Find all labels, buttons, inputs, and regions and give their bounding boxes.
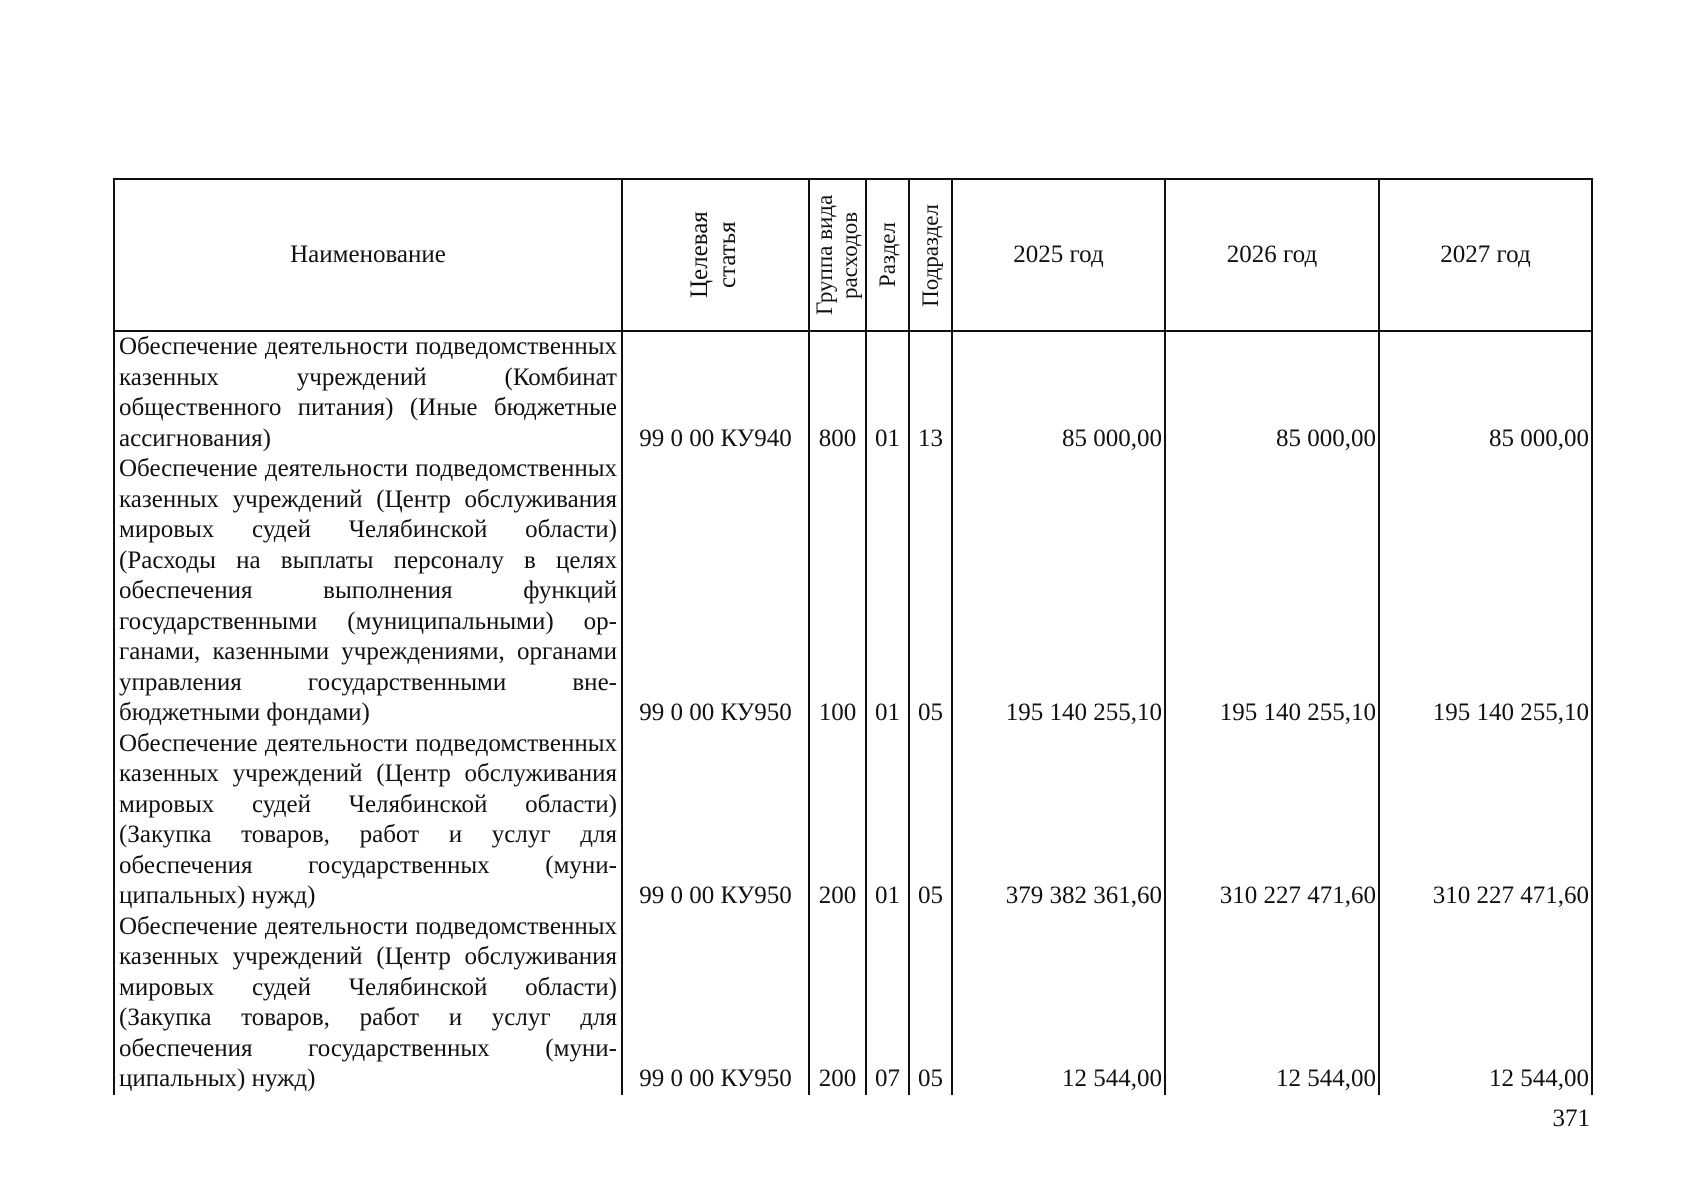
header-expense-group-label: Группа вида расходов xyxy=(811,194,862,316)
row-expense-group: 100 xyxy=(809,454,866,729)
row-subsection: 05 xyxy=(909,729,952,912)
row-name: Обеспечение деятельности подведомственных казенных учреждений (Центр обслуживания мировых судей Челябинской области) (Расходы на выплаты персоналу в целях обеспечения выполнения функций государственными (муниципальными) органами, казенными учреждениями, органами управления государственными внебюджетными фондами) xyxy=(114,454,622,729)
table-row xyxy=(114,729,1592,912)
header-subsection-label: Подраздел xyxy=(918,203,943,307)
row-target-article: 99 0 00 КУ950 xyxy=(622,912,809,1095)
table-row xyxy=(114,454,1592,729)
row-amount-2025: 195 140 255,10 xyxy=(952,454,1165,729)
header-target-article-label: Целевая статья xyxy=(685,211,741,299)
table-row xyxy=(114,331,1592,454)
header-target-article xyxy=(622,179,809,331)
row-expense-group: 200 xyxy=(809,729,866,912)
header-subsection xyxy=(909,179,952,331)
row-section: 01 xyxy=(866,729,909,912)
header-year-2025: 2025 год xyxy=(952,179,1165,331)
row-amount-2026: 195 140 255,10 xyxy=(1165,454,1379,729)
row-section: 07 xyxy=(866,912,909,1095)
row-subsection: 05 xyxy=(909,454,952,729)
row-amount-2027: 12 544,00 xyxy=(1379,912,1592,1095)
row-amount-2025: 85 000,00 xyxy=(952,331,1165,454)
row-target-article: 99 0 00 КУ950 xyxy=(622,729,809,912)
row-name: Обеспечение деятельности подведомственных казенных учреждений (Центр обслуживания мировых судей Челябинской области) (Закупка товаров, работ и услуг для обеспечения государственных (муниципальных) нужд) xyxy=(114,912,622,1095)
page-number: 371 xyxy=(1552,1105,1590,1132)
header-year-2026: 2026 год xyxy=(1165,179,1379,331)
table-row xyxy=(114,912,1592,1095)
row-expense-group: 200 xyxy=(809,912,866,1095)
row-subsection: 13 xyxy=(909,331,952,454)
row-amount-2027: 195 140 255,10 xyxy=(1379,454,1592,729)
row-subsection: 05 xyxy=(909,912,952,1095)
header-name: Наименование xyxy=(114,179,622,331)
row-target-article: 99 0 00 КУ950 xyxy=(622,454,809,729)
row-name: Обеспечение деятельности подведомственных казенных учреждений (Комбинат общественного питания) (Иные бюджетные ассигнования) xyxy=(114,331,622,454)
row-amount-2027: 85 000,00 xyxy=(1379,331,1592,454)
row-amount-2027: 310 227 471,60 xyxy=(1379,729,1592,912)
row-amount-2026: 85 000,00 xyxy=(1165,331,1379,454)
row-amount-2026: 310 227 471,60 xyxy=(1165,729,1379,912)
row-name: Обеспечение деятельности подведомственных казенных учреждений (Центр обслуживания мировых судей Челябинской области) (Закупка товаров, работ и услуг для обеспечения государственных (муниципальных) нужд) xyxy=(114,729,622,912)
row-section: 01 xyxy=(866,331,909,454)
row-expense-group: 800 xyxy=(809,331,866,454)
header-year-2027: 2027 год xyxy=(1379,179,1592,331)
budget-table xyxy=(113,178,1593,1095)
header-section xyxy=(866,179,909,331)
header-section-label: Раздел xyxy=(875,222,900,288)
row-amount-2025: 379 382 361,60 xyxy=(952,729,1165,912)
row-section: 01 xyxy=(866,454,909,729)
header-row xyxy=(114,179,1592,331)
row-amount-2026: 12 544,00 xyxy=(1165,912,1379,1095)
header-expense-group xyxy=(809,179,866,331)
row-amount-2025: 12 544,00 xyxy=(952,912,1165,1095)
row-target-article: 99 0 00 КУ940 xyxy=(622,331,809,454)
